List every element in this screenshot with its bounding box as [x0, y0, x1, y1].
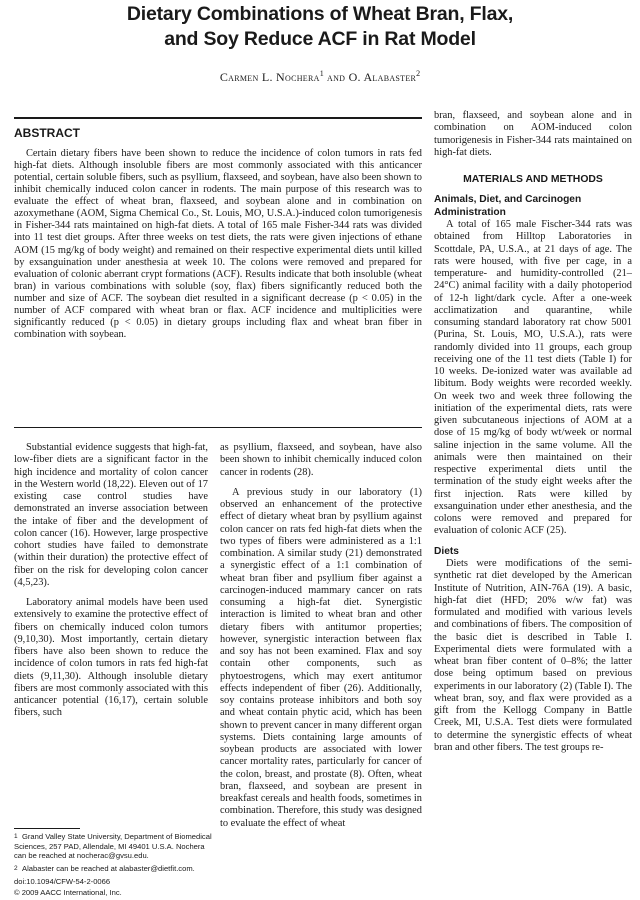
- author-conjunction: and: [323, 70, 349, 84]
- abstract-top-rule: [14, 117, 422, 119]
- article-title: [40, 2, 600, 52]
- animals-paragraph: A total of 165 male Fischer-344 rats was obtained from Hilltop Laboratories in Scottdale, PA, U.S.A., at 21 days of age. The rats were housed, with five per cage, in a temperature- and humidity-controlled (21–24°C) animal facility with a daily photoperiod of 12-h light/dark cycle. After a one-week acclimatization and quarantine, while consuming standard laboratory rat chow 5001 (Purina, St. Louis, MO, U.S.A.), rats were randomly divided into 11 groups, each group receiving one of the 11 test diets (Table I) for 10 weeks. De-ionized water was available ad libitum. Body weights were recorded weekly. On week two and week three following the initiation of the experimental diets, rats were given subcutaneous injections of AOM at a dose of 15 mg/kg of body wt/week or normal saline injection in the same volume. All the animals were then maintained on their respective experimental diets until the termination of the study eight weeks after the first injection. Rats were killed by exsanguination under ether anesthesia, and the colons were removed and prepared for evaluation of colonic ACF (25).: [434, 219, 632, 537]
- diets-subsection-heading: Diets: [434, 545, 459, 557]
- body-column-2: [220, 442, 422, 900]
- abstract-bottom-rule: [14, 427, 422, 428]
- footnote-2-text: Alabaster can be reached at alabaster@dietfit.com.: [22, 864, 195, 873]
- title-line-1: Dietary Combinations of Wheat Bran, Flax,: [126, 3, 514, 25]
- animals-subsection-heading: Animals, Diet, and Carcinogen Administration: [434, 194, 582, 218]
- author-1-affiliation-mark: 1: [319, 69, 324, 78]
- author-2-affiliation-mark: 2: [416, 69, 421, 78]
- author-line: [40, 70, 600, 84]
- methods-section-heading: MATERIALS AND METHODS: [463, 174, 603, 185]
- diets-paragraph: Diets were modifications of the semi-synthetic rat diet developed by the American Institute of Nutrition, AIN-76A (19). A basic, high-fat diet (HFD; 20% w/w fat) was formulated and modified with various levels and combinations of fibers. The composition of the basic diet is described in Table I. Experimental diets were formulated with a wheat bran fiber content of 0–8%; the latter dose being optimum based on previous experiments in our laboratory (2) (Table I). The wheat bran, soy, and flax were provided as a gift from the Kellogg Company in Battle Creek, MI, U.S.A. Test diets were formulated to determine the synergistic effects of wheat bran and other fibers. The test groups re-: [434, 558, 632, 753]
- intro-paragraph-2: Laboratory animal models have been used extensively to examine the protective effect of fibers on chemically induced colon tumors (9,10,30). Most importantly, certain dietary fibers have also been shown to reduce the incidence of colon tumors in rats fed high-fat diets (9,11,30). Although insoluble dietary fibers are most commonly associated with this anticancer potential (16,17), certain soluble fibers, such: [14, 597, 208, 719]
- abstract-text: [14, 148, 422, 341]
- abstract-paragraph: Certain dietary fibers have been shown to reduce the incidence of colon tumors in rats fed high-fat diets. Although insoluble fibers are most commonly associated with this anticancer potential, certain soluble fibers, such as psyllium, flaxseed, and soybean, have also been shown to inhibit chemically induced colon cancer in rodents. The main purpose of this research was to evaluate the effect of wheat bran, flaxseed, and soybean alone and in combination on azoxymethane (AOM, Sigma Chemical Co., St. Louis, MO, U.S.A.)-induced colon tumorigenesis in Fisher-344 rats maintained on high-fat diets. A total of 165 male Fisher-344 rats was divided into 11 test diet groups. After three weeks on test diets, the rats were given injections of ethane AOM (15 mg/kg of body weight) and remained on their respective experimental diets until killed by exsanguination under anesthesia at week 10. The colons were removed and prepared for evaluation of colonic aberrant crypt formations (ACF). Results indicate that both insoluble (wheat bran) in various combinations with soluble (soy, flax) fibers significantly reduced both the number and size of ACF. The soybean diet resulted in a significant decrease (p < 0.05) in the number of ACF compared with wheat bran or flax. ACF incidence and multiplicities were significantly reduced (p < 0.05) in dietary groups including flax and wheat bran fiber in combination with soybean.: [14, 148, 422, 340]
- intro-paragraph-3-continued: bran, flaxseed, and soybean alone and in combination on AOM-induced colon tumorigenesis in Fisher-344 rats maintained on high-fat diets.: [434, 110, 632, 158]
- abstract-heading: ABSTRACT: [14, 126, 80, 140]
- footnote-rule: [14, 828, 80, 829]
- author-1-name: Carmen L. Nochera: [219, 70, 320, 84]
- intro-paragraph-3: A previous study in our laboratory (1) observed an enhancement of the protective effect of dietary wheat bran by psyllium against colon cancer on rats fed high-fat diets when the two types of fibers were administered as a 1:1 combination. A similar study (21) demonstrated a synergistic effect of a 1:1 combination of wheat bran fiber and psyllium fiber against a carcinogen-induced mammary cancer on rats consuming a high-fat diet. Synergistic interaction is limited to wheat bran and other dietary fibers with antitumor properties; however, synergistic interaction between flax and soy has not been examined. Flax and soy contain other components, such as phytoestrogens, which may exert antitumor effects independent of fiber (26). Additionally, soy contains protease inhibitors and both soy and wheat contain phytic acid, which has been shown to prevent cancer in many different organ systems. Diets containing large amounts of soybean products are associated with lower cancer mortality rates, particularly for cancer of the colon, breast, and prostate (8). Often, wheat bran, flaxseed, and soybean are present in breakfast cereals and health foods, sometimes in combination. Therefore, this study was designed to evaluate the effect of wheat: [220, 486, 422, 829]
- footnote-1-number: 1: [14, 833, 18, 840]
- body-column-1: [14, 442, 208, 824]
- title-line-2: and Soy Reduce ACF in Rat Model: [164, 28, 476, 50]
- author-2-name: O. Alabaster: [348, 70, 417, 84]
- footnote-2: [14, 864, 214, 874]
- copyright-line: © 2009 AACC International, Inc.: [14, 888, 122, 897]
- intro-paragraph-1: Substantial evidence suggests that high-fat, low-fiber diets are a significant factor in the high incidence and mortality of colon cancer in the Western world (18,22). Eleven out of 17 existing case control studies have demonstrated an inverse association between the intake of fiber and the development of colon cancer (16). However, large prospective cohort studies have failed to demonstrate (within their duration) the protective effect of fiber on the risk for developing colon cancer (4,5,23).: [14, 442, 208, 588]
- footnote-1-text: Grand Valley State University, Department of Biomedical Sciences, 257 PAD, Allendale, MI 49401 U.S.A. Nochera can be reached at nocherac@gvsu.edu.: [14, 832, 212, 861]
- footnote-2-number: 2: [14, 865, 18, 872]
- doi-line: doi:10.1094/CFW-54-2-0066: [14, 877, 111, 886]
- intro-paragraph-2-continued: as psyllium, flaxseed, and soybean, have also been shown to inhibit chemically induced colon cancer in rodents (28).: [220, 442, 422, 478]
- footnote-1: [14, 832, 214, 861]
- body-column-3: [434, 110, 632, 900]
